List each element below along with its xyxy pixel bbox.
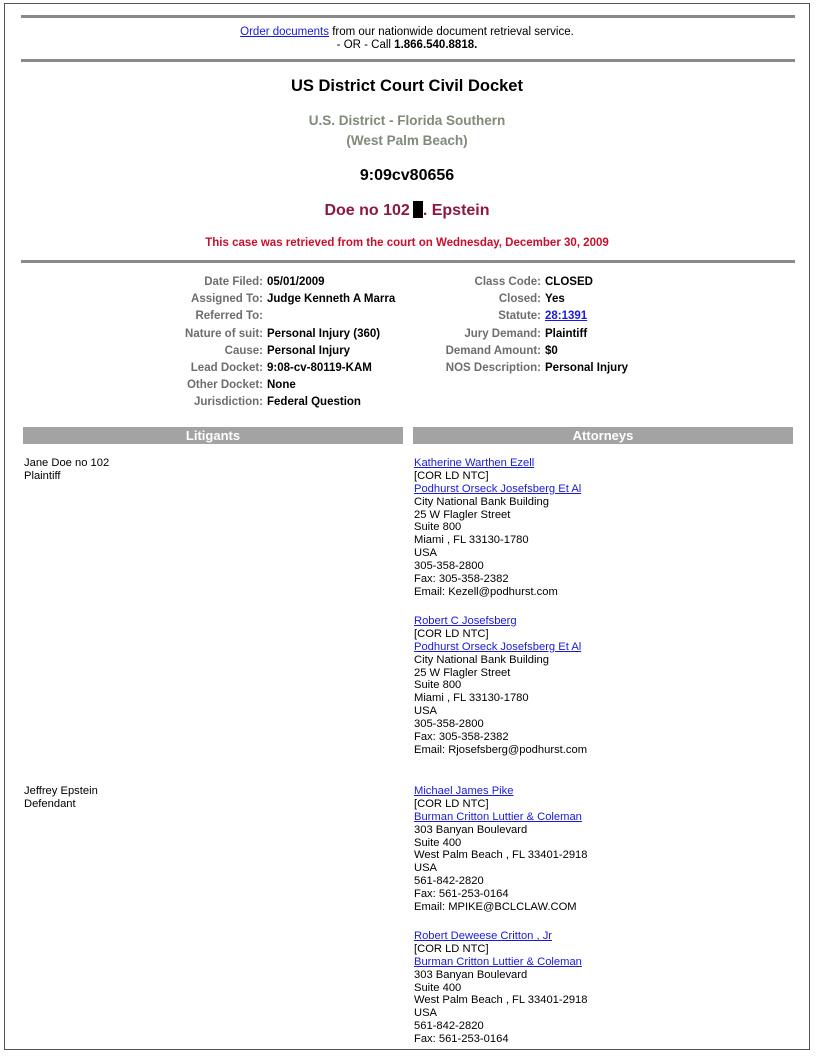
- order-notice-text: from our nationwide document retrieval service.: [329, 26, 574, 38]
- address-line: USA: [414, 547, 438, 560]
- header-divider: [21, 59, 795, 62]
- order-notice: [5, 26, 809, 38]
- order-documents-link[interactable]: Order documents: [240, 26, 330, 38]
- address-line: Suite 800: [414, 521, 462, 534]
- attorney-phone: 305-358-2800: [414, 718, 484, 731]
- info-label: Demand Amount:: [445, 344, 541, 357]
- litigant-defendant: [24, 785, 98, 811]
- litigant-role: Defendant: [24, 797, 76, 810]
- info-value: 9:08-cv-80119-KAM: [267, 362, 372, 374]
- info-label: Lead Docket:: [190, 362, 263, 374]
- attorney-fax: Fax: 561-253-0164: [414, 1033, 509, 1046]
- attorney-fax: Fax: 305-358-2382: [414, 573, 509, 586]
- attorney-phone: 561-842-2820: [414, 875, 484, 888]
- address-line: City National Bank Building: [414, 653, 549, 666]
- address-line: West Palm Beach , FL 33401-2918: [414, 994, 588, 1007]
- attorney-phone: 305-358-2800: [414, 560, 484, 573]
- address-line: 25 W Flagler Street: [414, 666, 511, 679]
- attorney-firm-link[interactable]: Podhurst Orseck Josefsberg Et Al: [414, 640, 582, 653]
- info-label: Referred To:: [195, 310, 263, 323]
- info-label: Class Code:: [474, 276, 541, 288]
- attorney-firm-link[interactable]: Burman Critton Luttier & Coleman: [414, 810, 582, 823]
- info-label: Jurisdiction:: [193, 396, 263, 409]
- litigant-plaintiff: [24, 457, 109, 483]
- attorney-name-link[interactable]: Robert Deweese Critton , Jr: [414, 930, 553, 942]
- case-name-plaintiff: Doe no 102: [324, 202, 410, 219]
- retrieved-notice: This case was retrieved from the court on Wednesday, December 30, 2009: [205, 237, 609, 249]
- info-label: Closed:: [498, 293, 541, 306]
- call-prefix: - OR - Call: [336, 39, 395, 51]
- address-line: 25 W Flagler Street: [414, 508, 511, 521]
- info-value: Federal Question: [267, 396, 361, 409]
- info-label: Nature of suit:: [185, 327, 263, 340]
- address-line: Miami , FL 33130-1780: [414, 534, 529, 547]
- attorney-name-link[interactable]: Robert C Josefsberg: [414, 615, 517, 627]
- attorney-block: [414, 615, 587, 757]
- call-notice: [5, 39, 809, 51]
- address-line: USA: [414, 1007, 438, 1020]
- address-line: Suite 800: [414, 679, 462, 692]
- attorney-tag: [COR LD NTC]: [414, 942, 489, 955]
- address-line: Suite 400: [414, 981, 462, 994]
- info-value: Personal Injury (360): [267, 327, 381, 340]
- info-label: NOS Description:: [445, 362, 541, 374]
- attorneys-header: Attorneys: [413, 427, 793, 444]
- case-info-left: [5, 276, 425, 416]
- info-label: Date Filed:: [204, 276, 263, 288]
- info-value: CLOSED: [545, 276, 593, 288]
- address-line: 303 Banyan Boulevard: [414, 968, 528, 981]
- case-name-defendant: . Epstein: [422, 202, 490, 219]
- info-label: Assigned To:: [191, 293, 263, 306]
- phone-number: 1.866.540.8818.: [394, 39, 478, 51]
- attorney-firm-link[interactable]: Burman Critton Luttier & Coleman: [414, 955, 582, 968]
- info-value: Yes: [545, 293, 565, 306]
- info-value: Personal Injury: [545, 362, 629, 374]
- attorney-block: [414, 930, 588, 1046]
- redaction-block: [413, 201, 423, 218]
- info-label: Jury Demand:: [464, 327, 541, 340]
- attorney-firm-link[interactable]: Podhurst Orseck Josefsberg Et Al: [414, 482, 582, 495]
- litigant-name: Jeffrey Epstein: [24, 785, 98, 797]
- attorney-email: Email: MPIKE@BCLCLAW.COM: [414, 901, 577, 914]
- info-label: Cause:: [224, 344, 263, 357]
- info-value: None: [267, 379, 296, 392]
- attorney-email: Email: Kezell@podhurst.com: [414, 585, 558, 598]
- address-line: USA: [414, 862, 438, 875]
- attorney-tag: [COR LD NTC]: [414, 469, 489, 482]
- info-value: Plaintiff: [545, 327, 588, 340]
- attorney-tag: [COR LD NTC]: [414, 797, 489, 810]
- address-line: USA: [414, 705, 438, 718]
- attorney-name-link[interactable]: Katherine Warthen Ezell: [414, 457, 535, 469]
- address-line: 303 Banyan Boulevard: [414, 823, 528, 836]
- litigants-header: Litigants: [23, 427, 403, 444]
- litigant-name: Jane Doe no 102: [24, 457, 110, 469]
- litigant-role: Plaintiff: [24, 469, 61, 482]
- address-line: Suite 400: [414, 836, 462, 849]
- info-value: Judge Kenneth A Marra: [267, 293, 396, 306]
- address-line: West Palm Beach , FL 33401-2918: [414, 849, 588, 862]
- info-label: Other Docket:: [186, 379, 263, 392]
- page-title: US District Court Civil Docket: [291, 77, 523, 95]
- case-name: [5, 201, 809, 220]
- address-line: Miami , FL 33130-1780: [414, 692, 529, 705]
- attorney-phone: 561-842-2820: [414, 1020, 484, 1033]
- case-number: 9:09cv80656: [359, 167, 455, 184]
- attorney-block: [414, 457, 581, 599]
- statute-link[interactable]: 28:1391: [545, 310, 588, 323]
- info-value: Personal Injury: [267, 344, 351, 357]
- attorney-name-link[interactable]: Michael James Pike: [414, 785, 514, 797]
- docket-page: [4, 3, 810, 1050]
- court-division: (West Palm Beach): [346, 133, 468, 148]
- info-value: $0: [545, 344, 558, 357]
- attorney-block: [414, 785, 588, 914]
- attorney-email: Email: Rjosefsberg@podhurst.com: [414, 743, 588, 756]
- attorney-fax: Fax: 305-358-2382: [414, 731, 509, 744]
- info-divider: [21, 260, 795, 263]
- attorney-fax: Fax: 561-253-0164: [414, 888, 509, 901]
- info-label: Statute:: [498, 310, 541, 323]
- attorney-tag: [COR LD NTC]: [414, 627, 489, 640]
- case-info-right: [415, 276, 805, 386]
- address-line: City National Bank Building: [414, 495, 549, 508]
- top-divider: [21, 15, 795, 18]
- court-name: U.S. District - Florida Southern: [308, 113, 506, 128]
- info-value: 05/01/2009: [267, 276, 325, 288]
